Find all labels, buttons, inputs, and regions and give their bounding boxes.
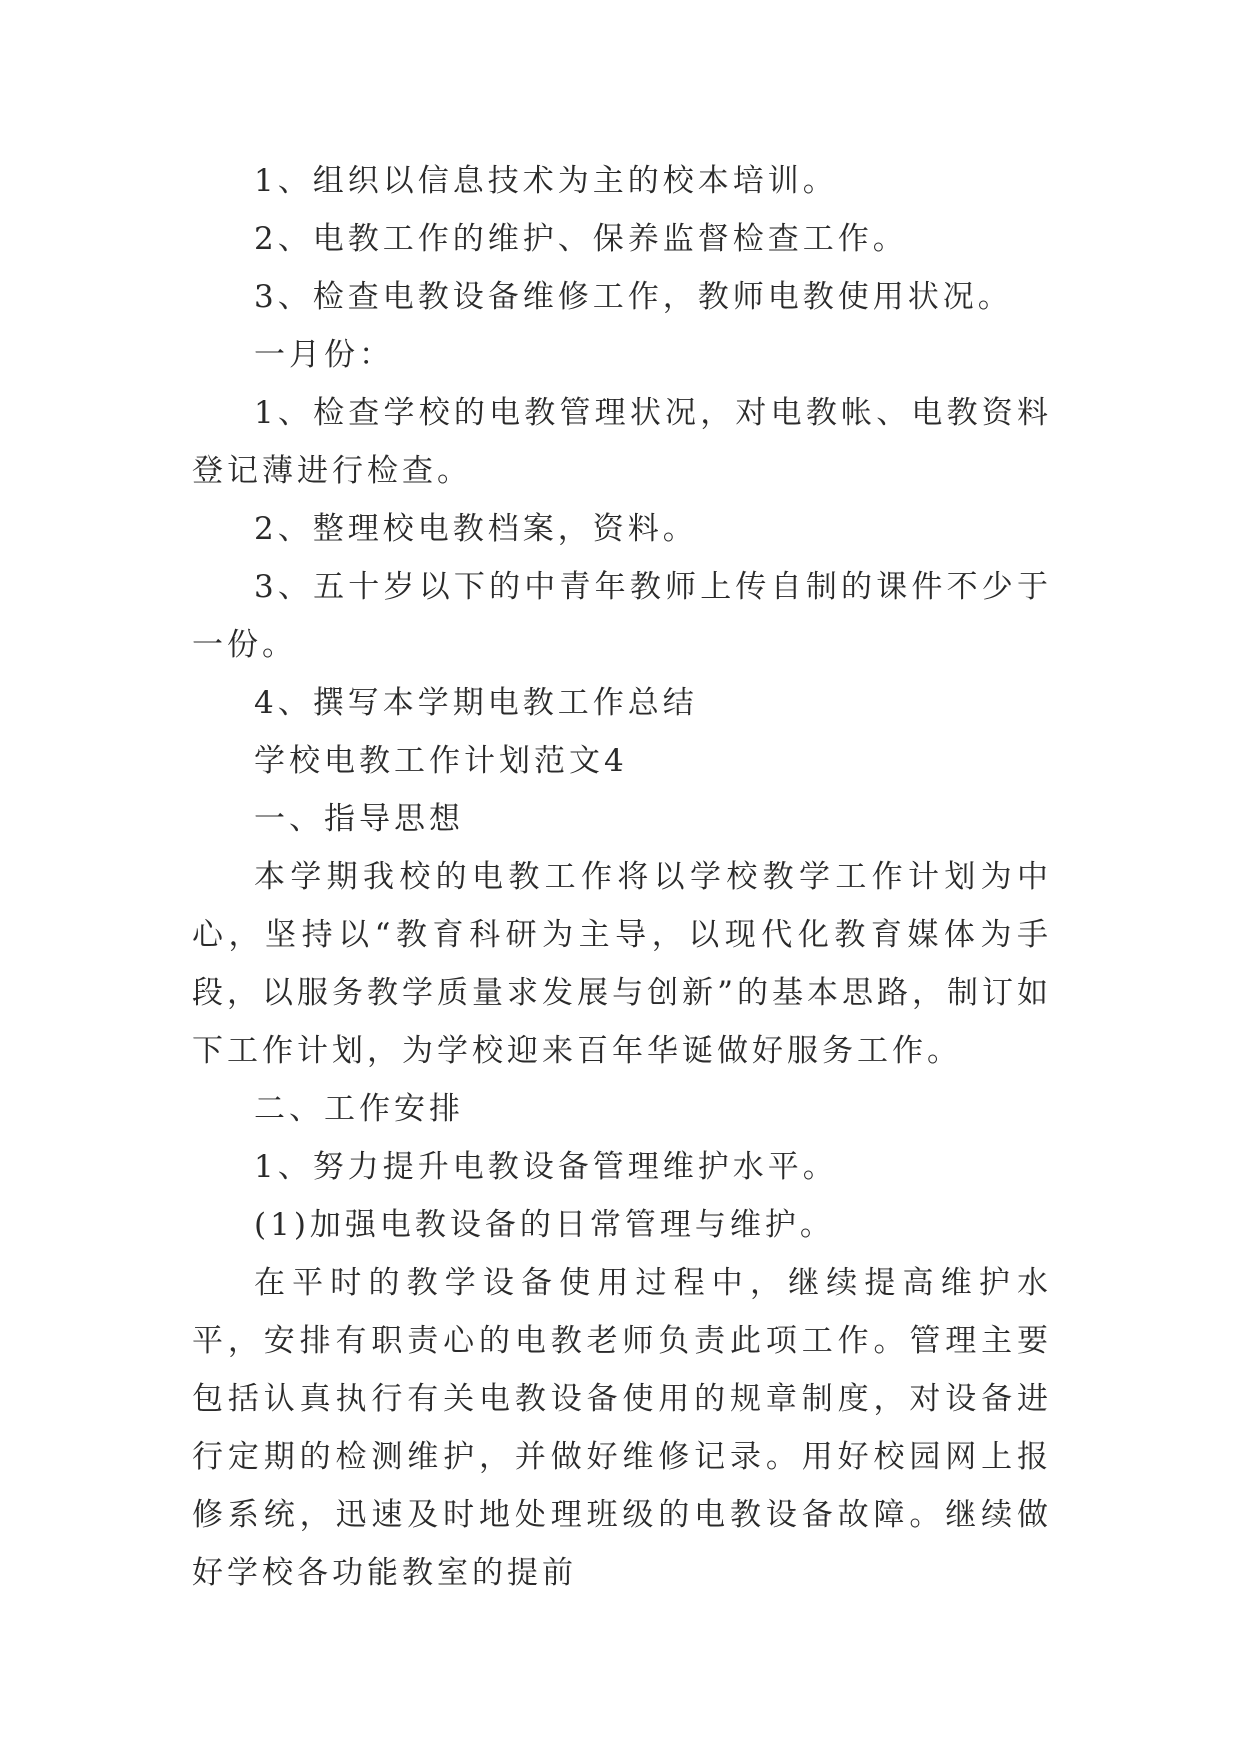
paragraph-1: 1、组织以信息技术为主的校本培训。: [254, 163, 838, 199]
heading-guiding-thought: 一、指导思想: [254, 801, 464, 837]
heading-work-arrangement: 二、工作安排: [254, 1091, 464, 1127]
paragraph-2: 2、电教工作的维护、保养监督检查工作。: [254, 221, 908, 257]
section-title: 学校电教工作计划范文4: [254, 743, 628, 779]
paragraph-5: 1、检查学校的电教管理状况，对电教帐、电教资料登记薄进行检查。: [192, 395, 1052, 489]
paragraph-6: 2、整理校电教档案，资料。: [254, 511, 698, 547]
document-body: [192, 152, 1052, 1602]
paragraph-guiding-thought: 本学期我校的电教工作将以学校教学工作计划为中心，坚持以“教育科研为主导，以现代化教育媒体为手段，以服务教学质量求发展与创新”的基本思路，制订如下工作计划，为学校迎来百年华诞做好服务工作。: [192, 859, 1052, 1069]
paragraph-8: 4、撰写本学期电教工作总结: [254, 685, 698, 721]
paragraph-7: 3、五十岁以下的中青年教师上传自制的课件不少于一份。: [192, 569, 1052, 663]
paragraph-3: 3、检查电教设备维修工作，教师电教使用状况。: [254, 279, 1013, 315]
paragraph-4: 一月份：: [254, 337, 394, 373]
paragraph-item-1-1: (1)加强电教设备的日常管理与维护。: [254, 1207, 835, 1243]
paragraph-item-1: 1、努力提升电教设备管理维护水平。: [254, 1149, 838, 1185]
paragraph-maintenance: 在平时的教学设备使用过程中，继续提高维护水平，安排有职责心的电教老师负责此项工作。管理主要包括认真执行有关电教设备使用的规章制度，对设备进行定期的检测维护，并做好维修记录。用好校园网上报修系统，迅速及时地处理班级的电教设备故障。继续做好学校各功能教室的提前: [192, 1265, 1052, 1591]
